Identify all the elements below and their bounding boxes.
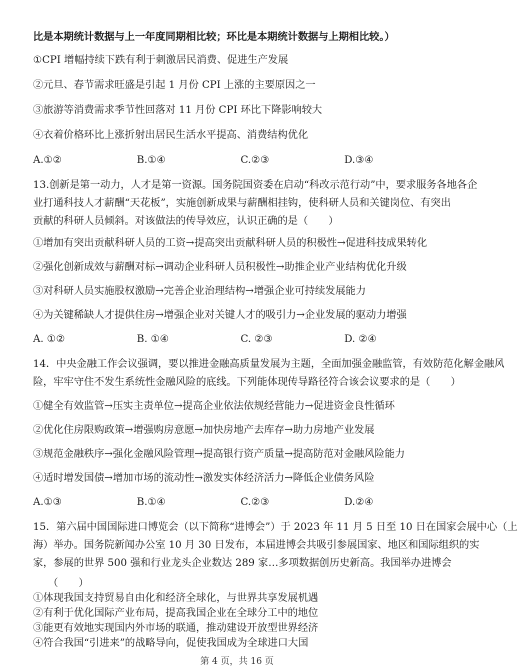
q14-choice-c[interactable]: C.②③ [240,497,270,508]
q13-choice-a[interactable]: A. ①② [33,334,66,345]
q14-option-2: ②优化住房限购政策→增强购房意愿→加快房地产去库存→助力房地产业发展 [33,425,375,436]
q14-choices [33,496,448,510]
q13-stem-1: 13.创新是第一动力，人才是第一资源。国务院国资委在启动“科改示范行动”中，要求服务各地各企 [33,180,478,191]
q13-choice-b[interactable]: B. ①④ [136,334,169,345]
q12-option-1: ①CPI 增幅持续下跌有利于刺激居民消费、促进生产发展 [33,55,289,66]
q13-option-4: ④为关键稀缺人才提供住房→增强企业对关键人才的吸引力→企业发展的驱动力增强 [33,310,407,321]
q15-stem-3: 家，参展的世界 500 强和行业龙头企业数达 289 家…多项数据创历史新高。我国举办进博会 [33,558,452,569]
q15-stem-1: 15．第六届中国国际进口博览会（以下简称“进博会”）于 2023 年 11 月 5 日至 10 日在国家会展中心（上 [33,522,518,533]
q13-choices [33,333,448,347]
q14-choice-d[interactable]: D.②④ [344,497,374,508]
page-footer: 第 4 页，共 16 页 [200,657,274,667]
q13-option-2: ②强化创新成效与薪酬对标→调动企业科研人员积极性→助推企业产业结构优化升级 [33,262,407,273]
q15-option-2: ②有利于优化国际产业布局，提高我国企业在全球分工中的地位 [33,608,319,619]
q13-option-1: ①增加有突出贡献科研人员的工资→提高突出贡献科研人员的积极性→促进科技成果转化 [33,238,428,249]
q12-option-2: ②元旦、春节需求旺盛是引起 1 月份 CPI 上涨的主要原因之一 [33,80,316,91]
q15-option-1: ①体现我国支持贸易自由化和经济全球化，与世界共享发展机遇 [33,593,319,604]
q14-option-1: ①健全有效监管→压实主责单位→提高企业依法依规经营能力→促进资金良性循环 [33,401,395,412]
q15-option-3: ③能更有效地实现国内外市场的联通，推动建设开放型世界经济 [33,623,319,634]
q13-stem-2: 业打通科技人才薪酬“天花板”，实施创新成果与薪酬相挂钩，使科研人员和关键岗位、有突出 [33,198,451,209]
q12-choice-d[interactable]: D.③④ [344,155,374,166]
q12-option-4: ④衣着价格环比上涨折射出居民生活水平提高、消费结构优化 [33,130,309,141]
q12-choice-b[interactable]: B.①④ [136,155,166,166]
q14-choice-a[interactable]: A.①③ [33,497,62,508]
q12-option-3: ③旅游等消费需求季节性回落对 11 月份 CPI 环比下降影响较大 [33,105,323,116]
q12-choice-a[interactable]: A.①② [33,155,62,166]
q14-choice-b[interactable]: B.①④ [136,497,166,508]
q13-choice-d[interactable]: D. ②④ [344,334,377,345]
q12-note: 比是本期统计数据与上一年度同期相比较；环比是本期统计数据与上期相比较。） [33,31,395,43]
q13-choice-c[interactable]: C. ②③ [240,334,273,345]
q14-option-4: ④适时增发国债→增加市场的流动性→激发实体经济活力→降低企业债务风险 [33,473,375,484]
q15-option-4: ④符合我国“引进来”的战略导向，促使我国成为全球进口大国 [33,638,309,649]
q15-stem-4: （ ） [48,578,89,589]
q12-choices [33,154,448,168]
q13-stem-3: 贡献的科研人员倾斜。对该做法的传导效应，认识正确的是（ ） [33,216,339,227]
q14-stem-2: 险，牢牢守住不发生系统性金融风险的底线。下列能体现传导路径符合该会议要求的是（ ） [33,377,461,388]
q14-stem-1: 14．中央金融工作会议强调，要以推进金融高质量发展为主题，全面加强金融监管，有效防范化解金融风 [33,359,505,370]
q12-choice-c[interactable]: C.②③ [240,155,270,166]
q15-stem-2: 海）举办。国务院新闻办公室 10 月 30 日发布，本届进博会共吸引参展国家、地区和国际组织的实 [33,540,480,551]
q14-option-3: ③规范金融秩序→强化金融风险管理→提高银行资产质量→提高防范对金融风险能力 [33,449,405,460]
q13-option-3: ③对科研人员实施股权激励→完善企业治理结构→增强企业可持续发展能力 [33,286,366,297]
